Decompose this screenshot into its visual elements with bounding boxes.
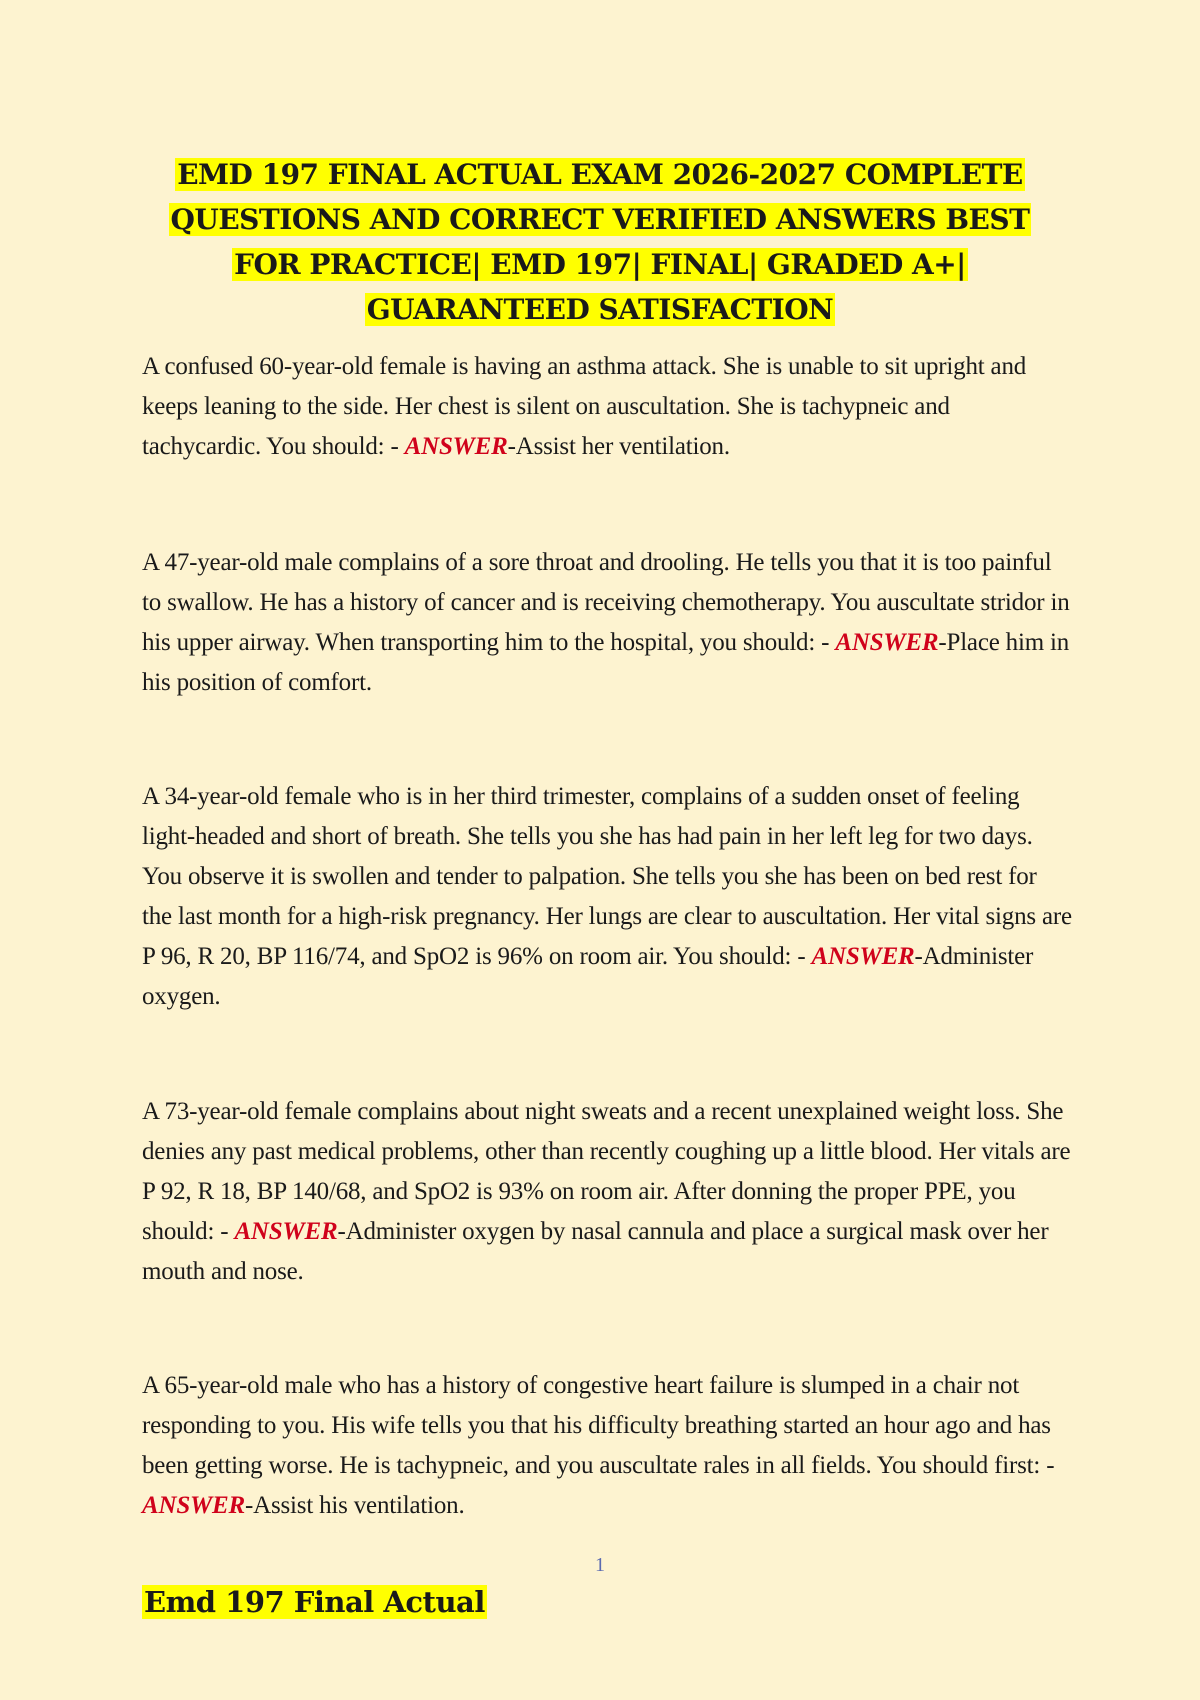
- question-text: A 73-year-old female complains about night sweats and a recent unexplained weight loss. She denies any past medical problems, other than recently coughing up a little blood. Her vitals are P 92, R 18, BP 140/68, and SpO2 is 93% on room air. After donning the proper PPE, you should: -: [142, 1098, 1071, 1245]
- question-block: [142, 347, 1072, 467]
- answer-label: ANSWER: [404, 433, 508, 460]
- answer-label: ANSWER: [811, 943, 915, 970]
- question-text: A 34-year-old female who is in her third trimester, complains of a sudden onset of feeling light-headed and short of breath. She tells you she has had pain in her left leg for two days. You observe it is swollen and tender to palpation. She tells you she has been on bed rest for the last month for a high-risk pregnancy. Her lungs are clear to auscultation. Her vital signs are P 96, R 20, BP 116/74, and SpO2 is 96% on room air. You should: -: [142, 783, 1072, 970]
- title-line: QUESTIONS AND CORRECT VERIFIED ANSWERS BEST: [170, 203, 1030, 236]
- answer-text: -Assist his ventilation.: [245, 1492, 465, 1519]
- question-text: A 65-year-old male who has a history of congestive heart failure is slumped in a chair not responding to you. His wife tells you that his difficulty breathing started an hour ago and has been getting worse. He is tachypneic, and you auscultate rales in all fields. You should first: -: [142, 1372, 1055, 1479]
- footer-label: [142, 1580, 487, 1624]
- answer-label: ANSWER: [234, 1218, 338, 1245]
- title-line: GUARANTEED SATISFACTION: [366, 293, 834, 326]
- title-line: EMD 197 FINAL ACTUAL EXAM 2026-2027 COMPLETE: [177, 158, 1023, 191]
- question-text: A confused 60-year-old female is having an asthma attack. She is unable to sit upright and keeps leaning to the side. Her chest is silent on auscultation. She is tachypneic and tachycardic. You should: -: [142, 353, 1027, 460]
- answer-text: -Place him in his position of comfort.: [142, 629, 1070, 696]
- page-number: 1: [595, 1554, 605, 1576]
- question-block: [142, 1366, 1072, 1526]
- question-text: A 47-year-old male complains of a sore throat and drooling. He tells you that it is too painful to swallow. He has a history of cancer and is receiving chemotherapy. You auscultate stridor in his upper airway. When transporting him to the hospital, you should: -: [142, 549, 1070, 656]
- answer-label: ANSWER: [142, 1492, 246, 1519]
- answer-text: -Administer oxygen.: [142, 943, 1034, 1010]
- title-line: FOR PRACTICE| EMD 197| FINAL| GRADED A+|: [234, 248, 966, 281]
- question-block: [142, 777, 1072, 1017]
- answer-text: -Assist her ventilation.: [507, 433, 730, 460]
- answer-text: -Administer oxygen by nasal cannula and place a surgical mask over her mouth and nose.: [142, 1218, 1049, 1285]
- question-block: [142, 1092, 1072, 1292]
- question-block: [142, 543, 1072, 703]
- document-title: [130, 152, 1070, 332]
- footer-label-text: Emd 197 Final Actual: [144, 1585, 485, 1619]
- answer-label: ANSWER: [835, 629, 939, 656]
